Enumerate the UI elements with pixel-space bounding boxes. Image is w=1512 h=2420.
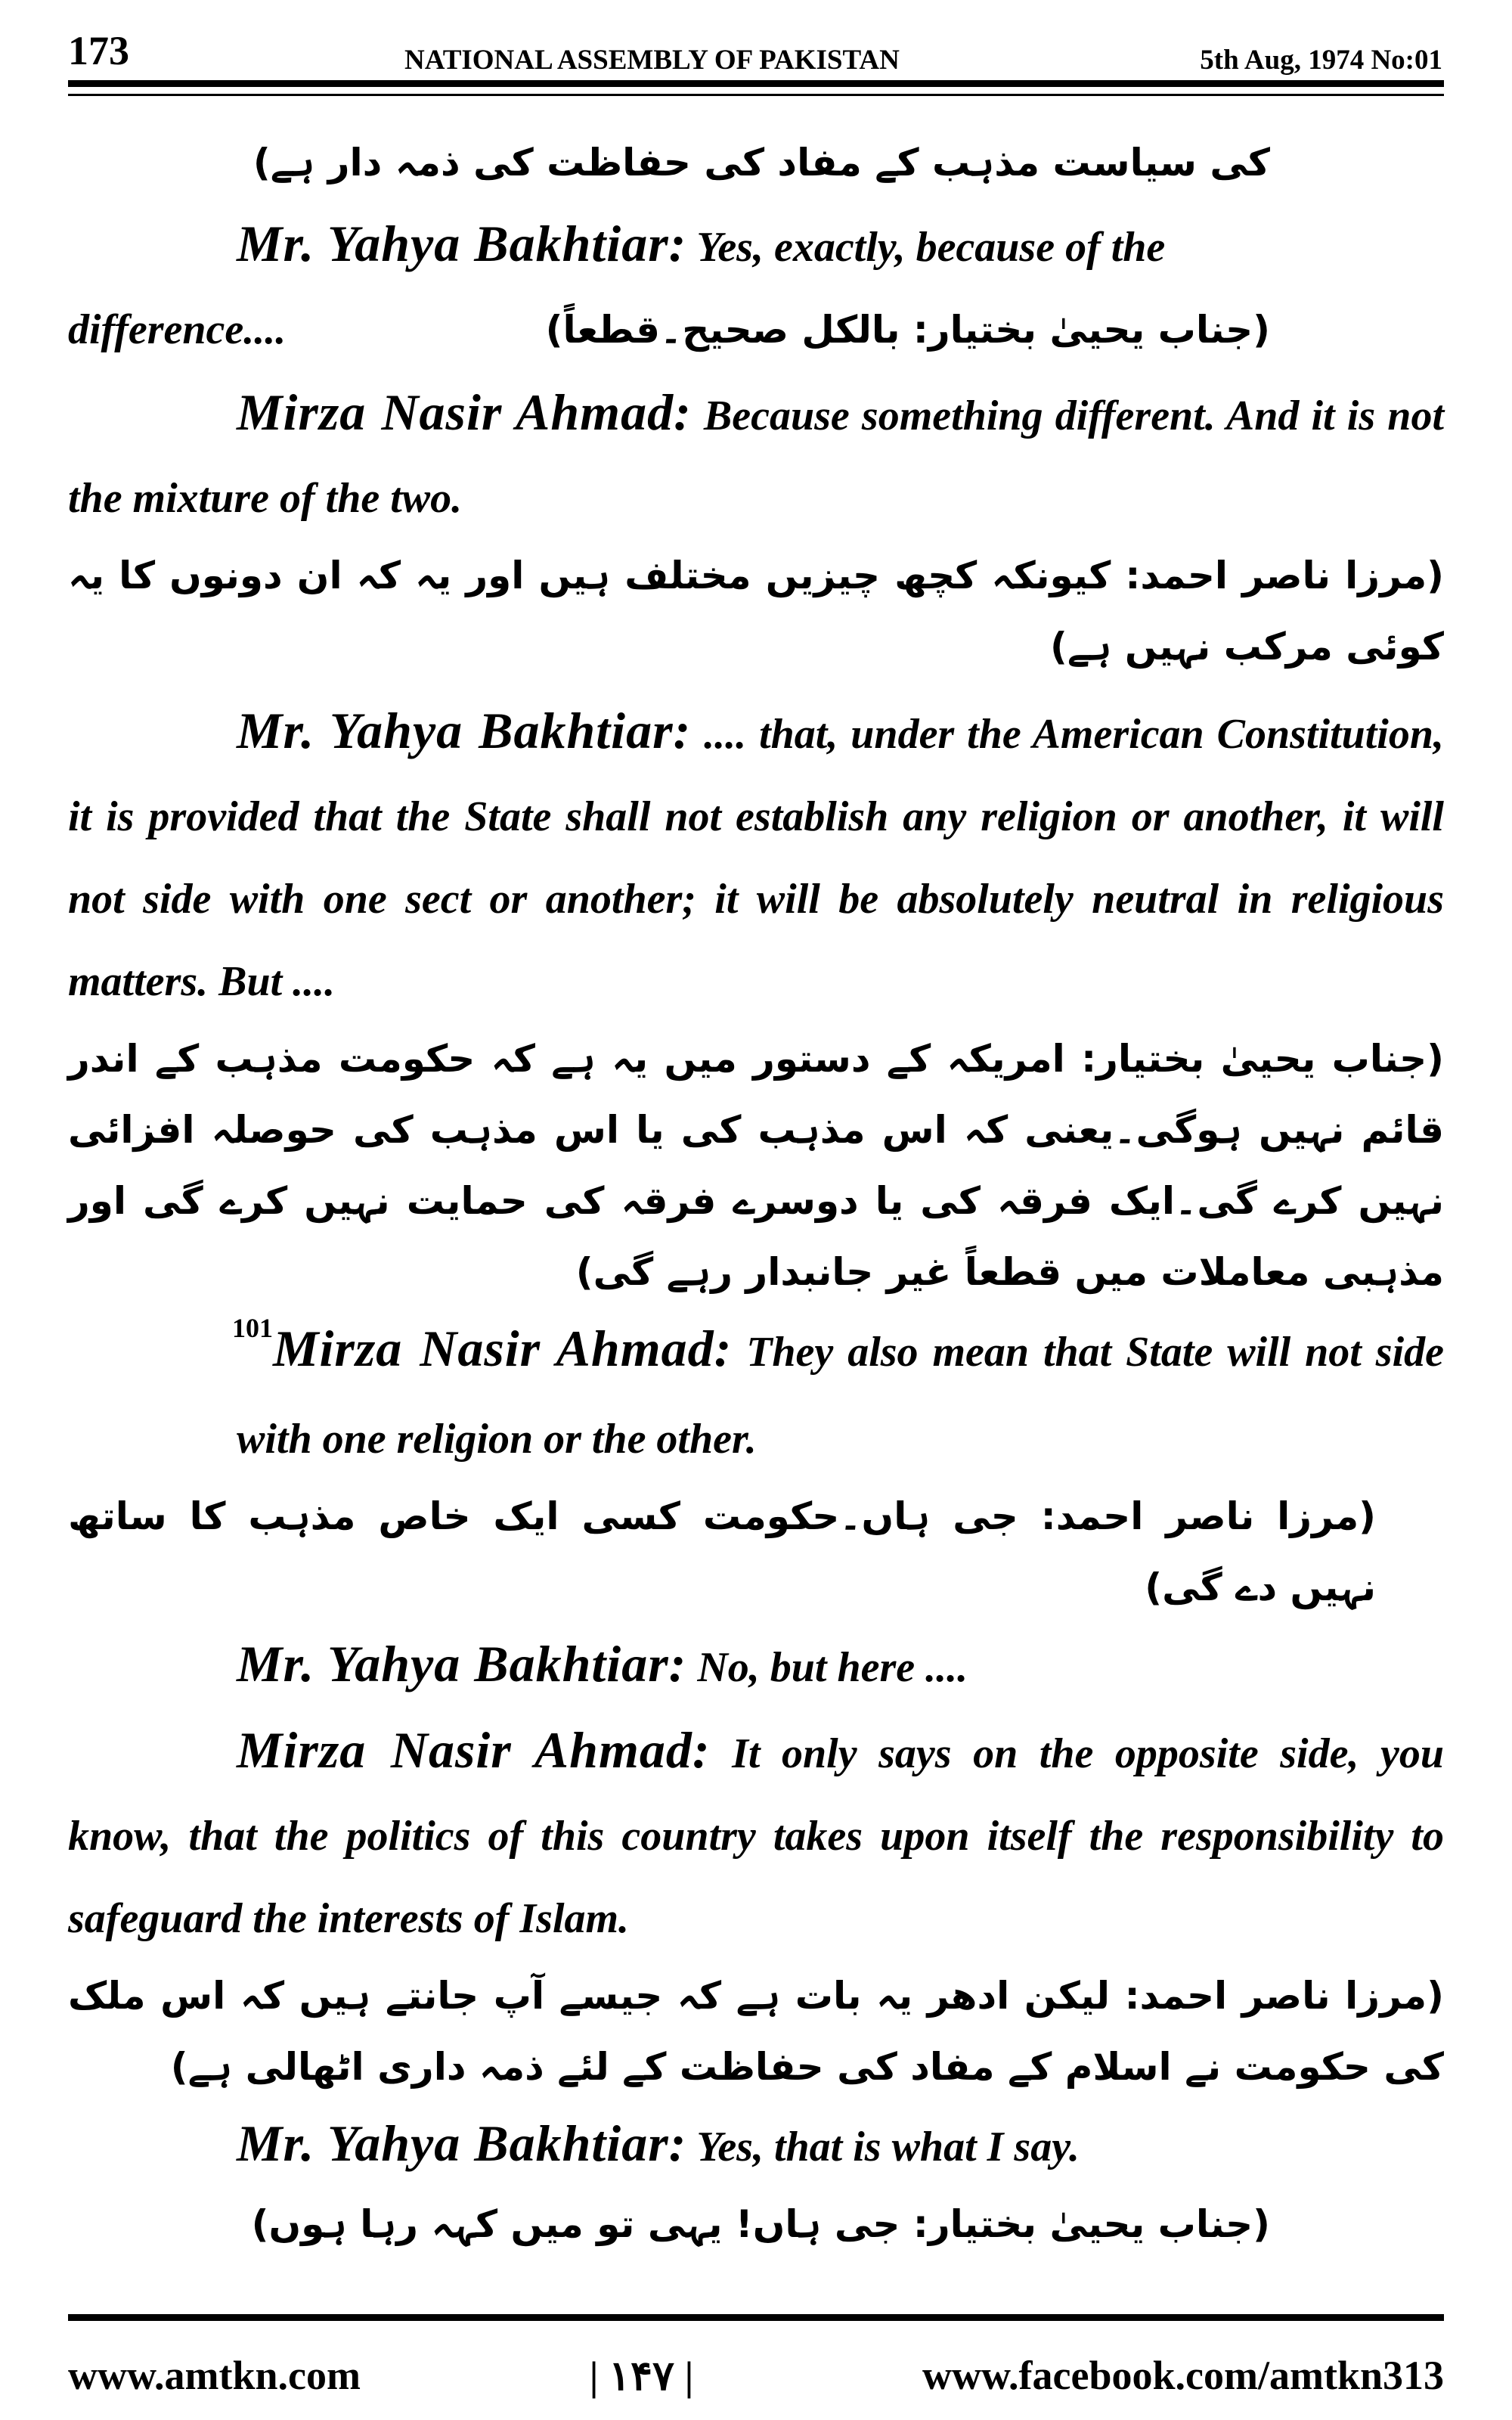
speaker-name: Mr. Yahya Bakhtiar: <box>237 1635 687 1692</box>
header-date: 5th Aug, 1974 No:01 <box>1200 45 1442 76</box>
speech-paragraph <box>68 690 1444 1023</box>
urdu-paragraph: کی سیاست مذہب کے مفاد کی حفاظت کی ذمہ دار ہے) <box>253 141 1270 185</box>
header-rule-thin <box>68 94 1444 96</box>
footer-page-marker: | ۱۴۷ | <box>589 2353 694 2399</box>
speech-text: It only says on the opposite side, you know, that the politics of this country takes upon itself the responsibility to safeguard the interests of Islam. <box>68 1730 1444 1942</box>
footer-rule <box>68 2314 1444 2321</box>
footnote-marker: 101 <box>232 1313 273 1343</box>
speech-paragraph <box>68 1709 1444 1960</box>
speech-text: They also mean that State will not side with one religion or the other. <box>237 1329 1444 1463</box>
speech-paragraph <box>68 2102 1444 2189</box>
speech-paragraph <box>68 1623 1444 1709</box>
urdu-paragraph: (مرزا ناصر احمد: کیونکہ کچھ چیزیں مختلف ہیں اور یہ کہ ان دونوں کا یہ کوئی مرکب نہیں ہے) <box>68 554 1444 669</box>
transcript-body <box>68 127 1444 2260</box>
speech-text: .... that, under the American Constitution, it is provided that the State shall not establish any religion or another, it will not side with one sect or another; it will be absolutely neutral in religious matters. But .... <box>68 711 1445 1005</box>
urdu-paragraph: (جناب یحییٰ بختیار: امریکہ کے دستور میں یہ ہے کہ حکومت مذہب کے اندر قائم نہیں ہوگی۔یعنی کہ اس مذہب کی یا اس مذہب کی حوصلہ افزائی نہیں کرے گی۔ایک فرقہ کی یا دوسرے فرقہ کی حمایت نہیں کرے گی اور مذہبی معاملات میں قطعاً غیر جانبدار رہے گی) <box>68 1037 1444 1294</box>
page-header <box>68 27 1444 80</box>
speaker-name: Mr. Yahya Bakhtiar: <box>237 215 687 272</box>
speech-paragraph <box>68 203 1444 289</box>
speech-text: Yes, that is what I say. <box>696 2124 1080 2170</box>
footer-website-link[interactable]: www.amtkn.com <box>68 2353 361 2398</box>
urdu-paragraph: (مرزا ناصر احمد: جی ہاں۔حکومت کسی ایک خاص مذہب کا ساتھ نہیں دے گی) <box>68 1494 1376 1609</box>
urdu-paragraph: (جناب یحییٰ بختیار: بالکل صحیح۔قطعاً) <box>545 308 1270 352</box>
speaker-name: Mr. Yahya Bakhtiar: <box>237 702 692 759</box>
speaker-name: Mirza Nasir Ahmad: <box>273 1320 733 1377</box>
header-rule-thick <box>68 80 1444 87</box>
speech-text: difference.... <box>68 306 287 353</box>
speaker-name: Mr. Yahya Bakhtiar: <box>237 2114 687 2172</box>
speech-paragraph <box>68 371 1444 540</box>
page-number: 173 <box>68 28 129 73</box>
speech-text: Because something different. And it is not the mixture of the two. <box>68 392 1445 522</box>
mixed-line <box>68 289 1444 371</box>
speech-text: No, but here .... <box>697 1644 968 1691</box>
footer-facebook-link[interactable]: www.facebook.com/amtkn313 <box>922 2353 1444 2398</box>
page-footer <box>68 2352 1444 2400</box>
speech-text: Yes, exactly, because of the <box>696 224 1166 271</box>
speaker-name: Mirza Nasir Ahmad: <box>237 1721 711 1779</box>
speech-paragraph <box>68 1308 1444 1481</box>
speaker-name: Mirza Nasir Ahmad: <box>237 383 692 441</box>
urdu-paragraph: (مرزا ناصر احمد: لیکن ادھر یہ بات ہے کہ جیسے آپ جانتے ہیں کہ اس ملک کی حکومت نے اسلام کے مفاد کی حفاظت کے لئے ذمہ داری اٹھالی ہے) <box>68 1974 1444 2089</box>
header-title: NATIONAL ASSEMBLY OF PAKISTAN <box>404 45 900 76</box>
urdu-paragraph: (جناب یحییٰ بختیار: جی ہاں! یہی تو میں کہہ رہا ہوں) <box>251 2202 1270 2246</box>
